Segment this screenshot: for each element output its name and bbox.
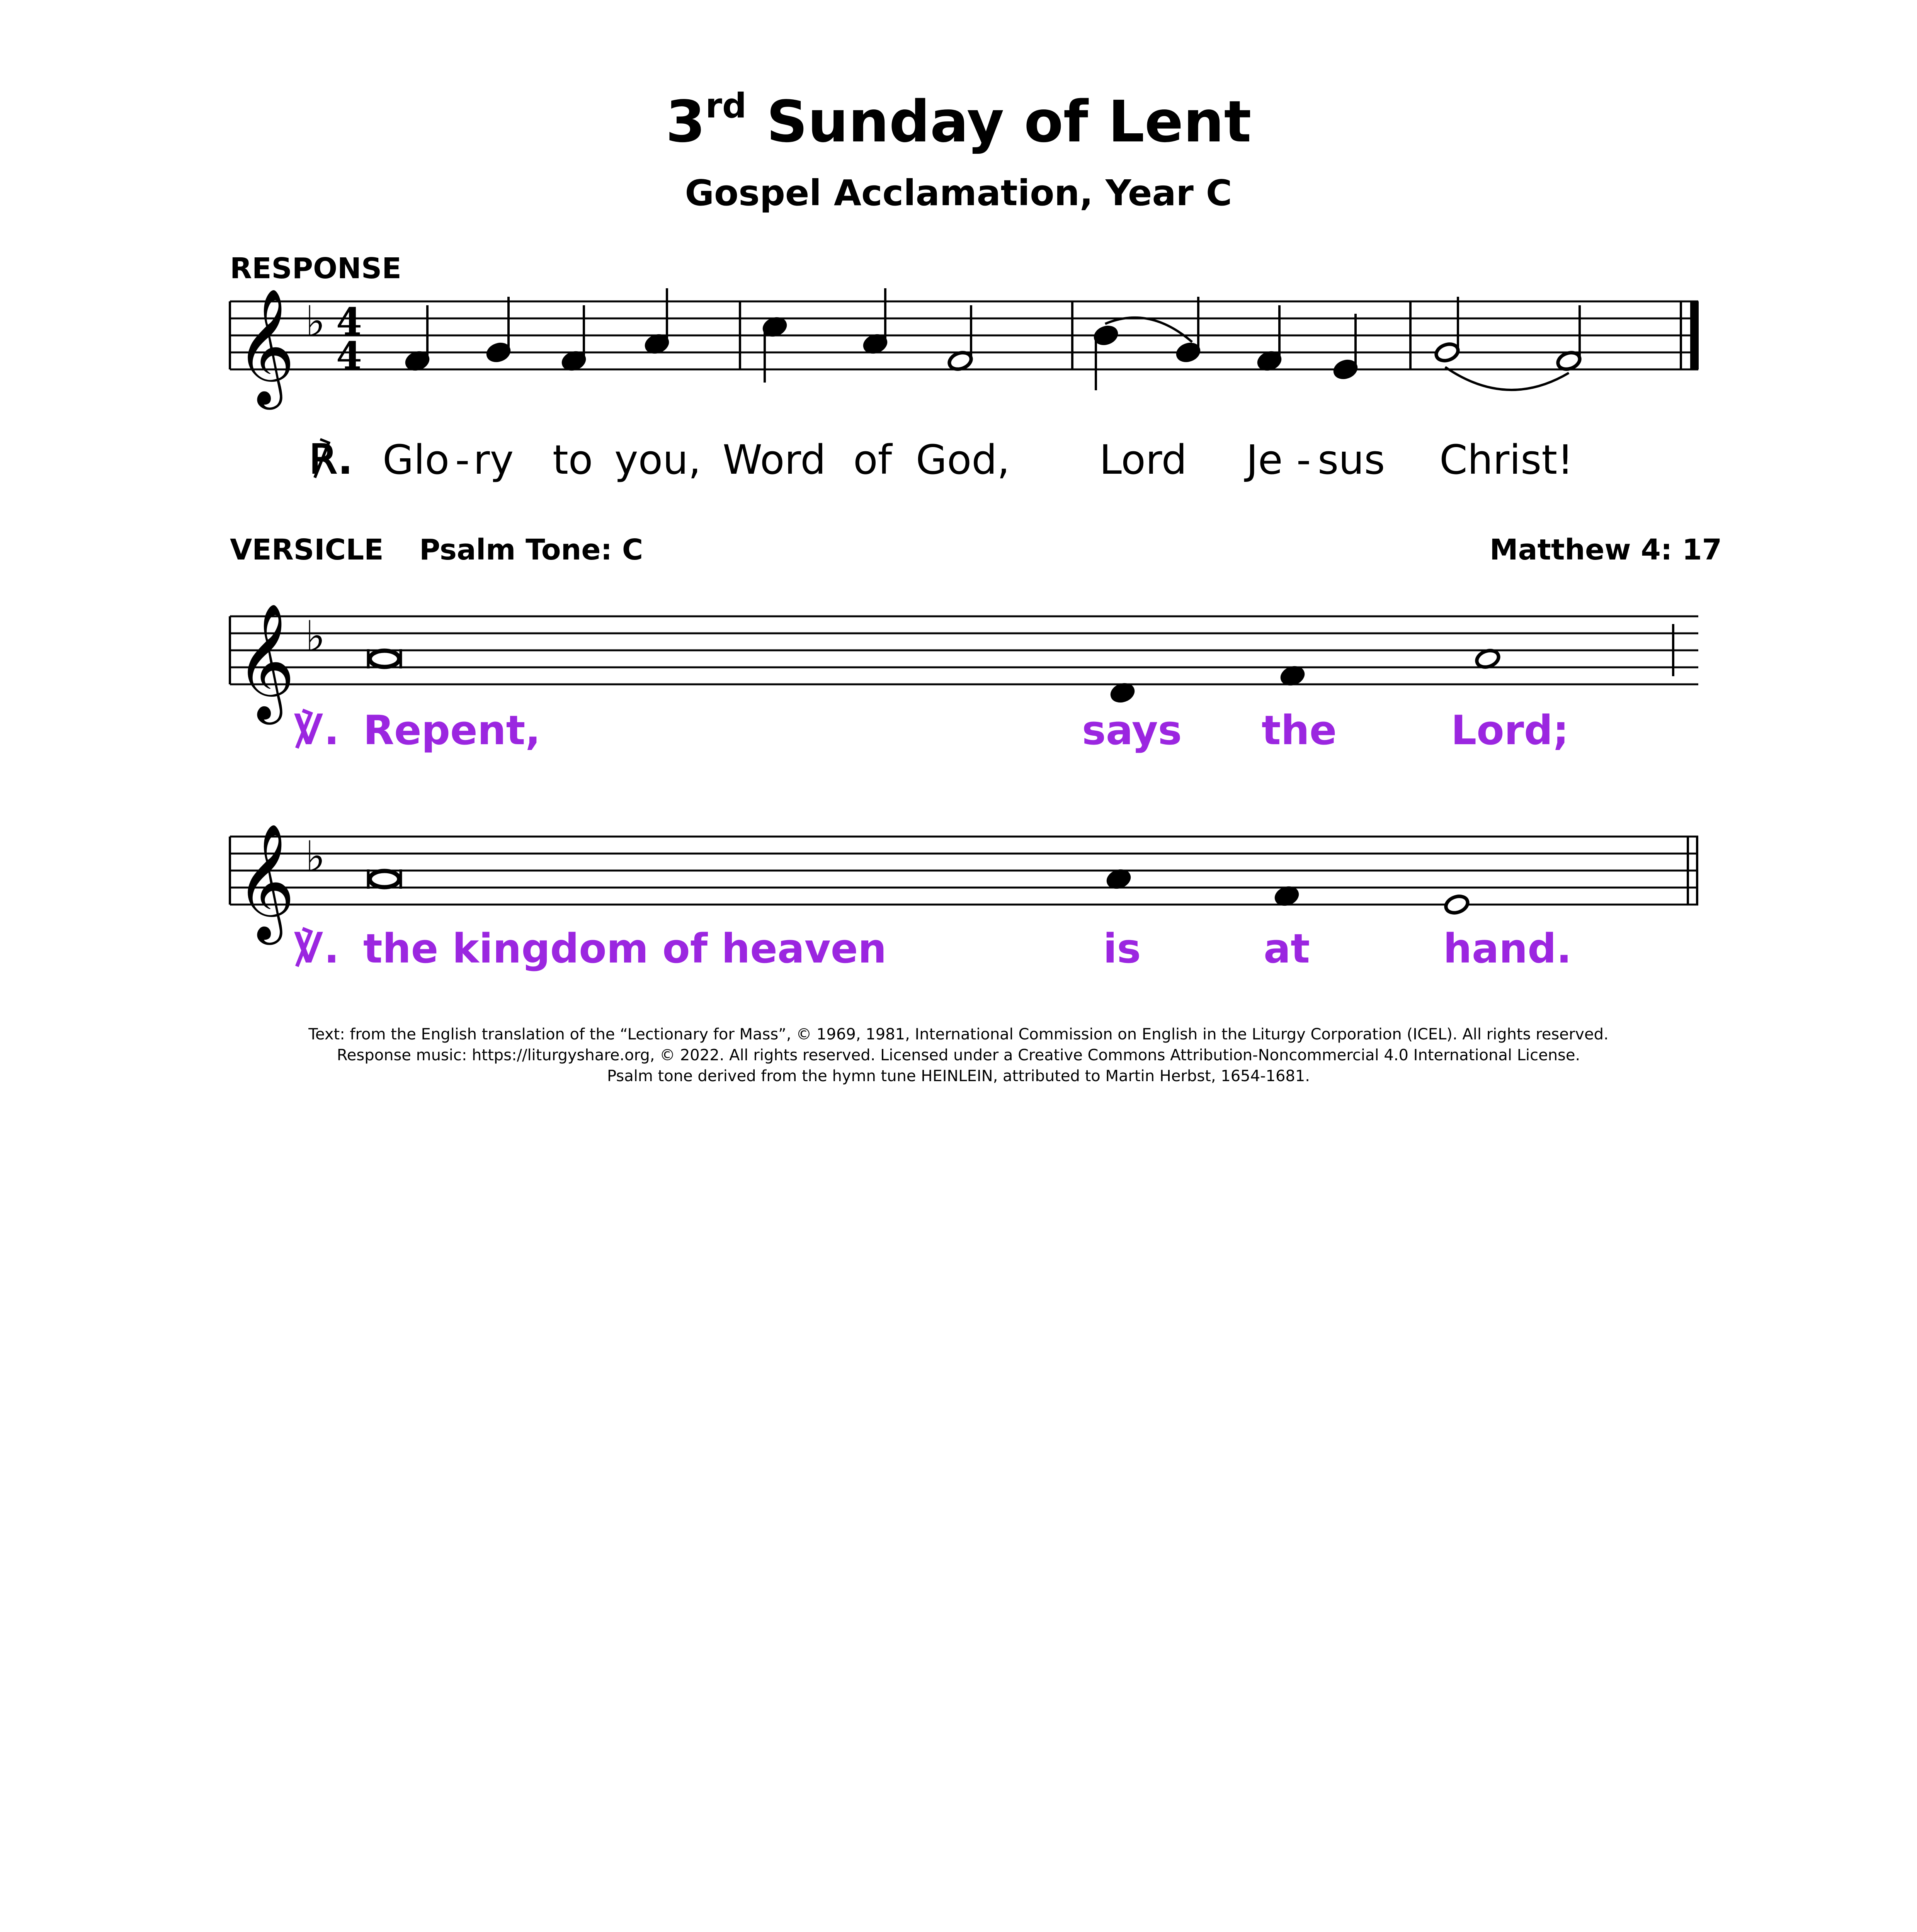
versicle-symbol: ℣. — [294, 707, 340, 754]
versicle-text: hand. — [1443, 925, 1572, 972]
versicle-text: says — [1082, 707, 1182, 754]
lyric-hyphen: - — [455, 436, 470, 483]
credits-line-tone: Psalm tone derived from the hymn tune HEINLEIN, attributed to Martin Herbst, 1654-1681. — [607, 1067, 1310, 1085]
versicle-text: the kingdom of heaven — [363, 925, 887, 972]
time-signature-bottom: 4 — [336, 334, 362, 378]
scripture-reference: Matthew 4: 17 — [1490, 533, 1722, 566]
page-subtitle: Gospel Acclamation, Year C — [685, 172, 1232, 214]
lyric-syllable: of — [853, 436, 892, 483]
versicle-text: is — [1103, 925, 1141, 972]
flat-icon: ♭ — [305, 297, 325, 346]
lyric-syllable: sus — [1318, 436, 1385, 483]
flat-icon: ♭ — [305, 612, 325, 661]
versicle-2-notes — [368, 867, 1470, 915]
slur-bb-g — [1105, 318, 1192, 342]
lyric-syllable: Christ! — [1439, 436, 1573, 483]
response-label: RESPONSE — [230, 252, 401, 285]
lyric-syllable: Word — [723, 436, 826, 483]
lyric-syllable: Glo — [383, 436, 450, 483]
versicle-label: VERSICLE — [230, 533, 384, 566]
treble-clef-icon: 𝄞 — [236, 603, 295, 719]
versicle-1-notes — [368, 648, 1501, 704]
lyric-syllable: Je — [1246, 436, 1283, 483]
versicle-staff-1 — [230, 616, 1698, 684]
credits-line-music: Response music: https://liturgyshare.org, © 2022. All rights reserved. Licensed under a Creative Commons Attribution-Noncommercial 4.0 International License. — [337, 1046, 1580, 1064]
treble-clef-icon: 𝄞 — [236, 823, 295, 940]
lyric-syllable: to — [553, 436, 593, 483]
flat-icon: ♭ — [305, 832, 325, 881]
treble-clef-icon: 𝄞 — [236, 288, 295, 405]
lyric-syllable: God, — [916, 436, 1010, 483]
versicle-text: Lord; — [1451, 707, 1569, 754]
psalm-tone-label: Psalm Tone: C — [419, 533, 643, 566]
response-notes — [404, 288, 1582, 390]
versicle-staff-2 — [230, 837, 1698, 905]
credits-line-text: Text: from the English translation of the “Lectionary for Mass”, © 1969, 1981, International Commission on English in the Liturgy Corporation (ICEL). All rights reserved. — [308, 1026, 1609, 1043]
page-title: 3rd Sunday of Lent — [665, 86, 1252, 155]
lyric-syllable: you, — [614, 436, 701, 483]
lyric-hyphen: - — [1296, 436, 1311, 483]
versicle-text: the — [1262, 707, 1337, 754]
response-symbol: ℟. — [309, 436, 353, 483]
versicle-text: at — [1264, 925, 1310, 972]
slur-g-f — [1445, 367, 1569, 390]
lyric-syllable: ry — [473, 436, 514, 483]
time-signature-top: 4 — [336, 300, 362, 344]
versicle-symbol: ℣. — [294, 925, 340, 972]
lyric-syllable: Lord — [1099, 436, 1187, 483]
credits-footer — [0, 1024, 1917, 1087]
versicle-text: Repent, — [363, 707, 541, 754]
